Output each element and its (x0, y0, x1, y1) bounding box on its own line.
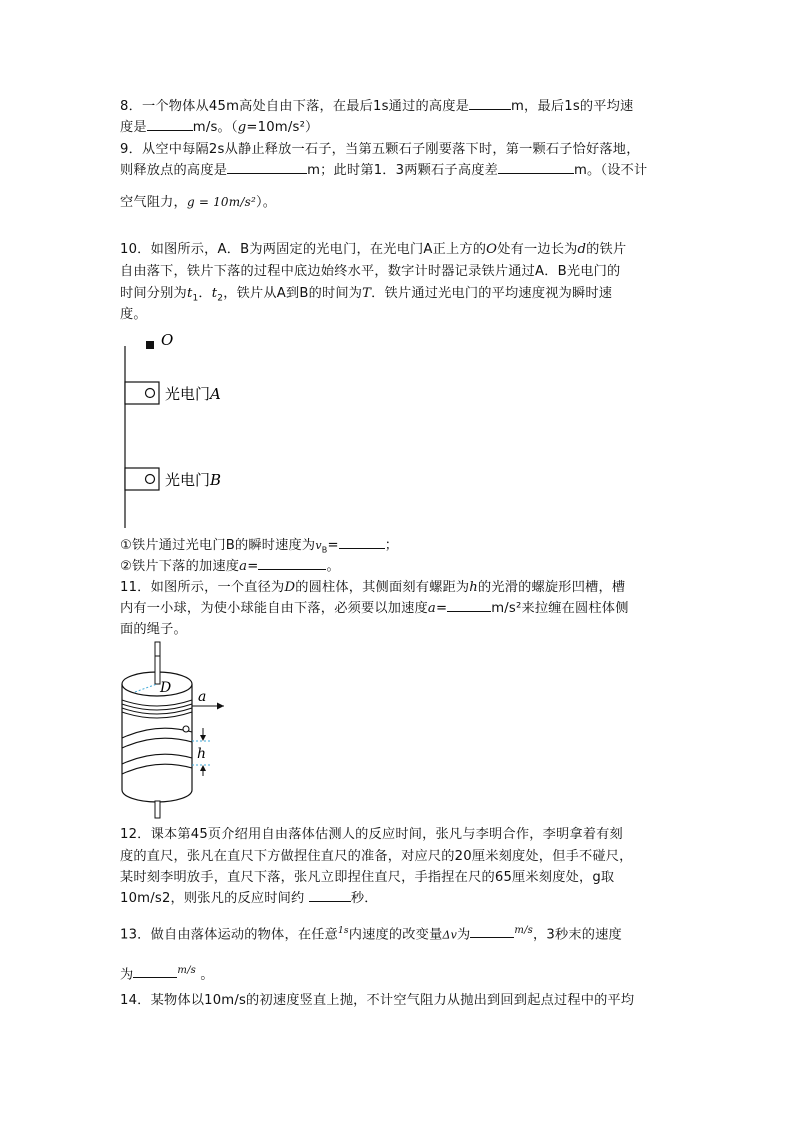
q13-text: 。 (200, 967, 214, 983)
q13-text: 为 (120, 967, 134, 983)
d-symbol: D (284, 580, 296, 595)
photogate-a-sensor (146, 389, 155, 398)
q10-text: 度。 (120, 307, 147, 322)
q14-text: 14．某物体以10m/s的初速度竖直上抛，不计空气阻力从抛出到回到起点过程中的平均 (120, 993, 635, 1008)
q11-text: 11．如图所示，一个直径为 (120, 580, 285, 595)
q11-text: = (435, 601, 448, 616)
label-gate-a (165, 385, 221, 403)
t2-symbol: t (211, 286, 218, 301)
answer-blank (258, 557, 326, 570)
delta-v-symbol: Δv (442, 928, 458, 942)
q12-text: 12．课本第45页介绍用自由落体估测人的反应时间，张凡与李明合作，李明拿着有刻 (120, 827, 623, 842)
q10-text: = (247, 559, 259, 574)
a-symbol: a (239, 559, 248, 574)
gate-label: 光电门 (165, 385, 211, 403)
q10-text: ，铁片从A到B的时间为 (223, 286, 363, 301)
q8-line2 (120, 117, 680, 138)
axle-bottom (155, 801, 160, 818)
q14-line1 (120, 990, 680, 1011)
h-symbol: h (469, 580, 478, 595)
t2-subscript: 2 (217, 293, 224, 304)
answer-blank (498, 161, 574, 174)
answer-blank (309, 889, 351, 902)
q12-text: 秒． (350, 891, 378, 906)
g-symbol: g (237, 120, 247, 135)
unit-ms: m/s (514, 925, 534, 936)
q10-text: = (327, 538, 339, 553)
q13-text: 13．做自由落体运动的物体，在任意 (120, 927, 338, 943)
answer-blank (470, 925, 514, 938)
answer-blank (469, 97, 511, 110)
q8-line1 (120, 96, 680, 117)
q8-text: m/s。（ (192, 120, 238, 135)
q12-text: 10m/s2，则张凡的反应时间约 (120, 891, 305, 906)
q13-text: 内速度的改变量 (348, 927, 443, 943)
q11-text: m/s²来拉缠在圆柱体侧 (491, 601, 629, 616)
q13-line2 (120, 960, 680, 985)
gate-label: 光电门 (165, 471, 211, 489)
q10-sub2 (120, 556, 680, 577)
answer-blank (227, 161, 307, 174)
q9-text: 9．从空中每隔2s从静止释放一石子，当第五颗石子刚要落下时，第一颗石子恰好落地， (120, 142, 640, 157)
label-h: h (197, 746, 207, 762)
d-symbol: d (577, 242, 587, 257)
answer-blank (447, 599, 491, 612)
t1-subscript: 1 (192, 293, 199, 304)
pull-arrowhead (217, 703, 224, 710)
q10-text: ．铁片通过光电门的平均速度视为瞬时速 (371, 286, 613, 301)
q10-text: 的铁片 (586, 242, 627, 257)
label-gate-b (165, 471, 221, 489)
q12-line4 (120, 888, 680, 909)
q11-line1 (120, 577, 680, 598)
g-formula: g = 10m/s² (186, 195, 256, 209)
q11-text: 的光滑的螺旋形凹槽，槽 (477, 580, 626, 595)
q8-text: m，最后1s的平均速 (511, 99, 634, 114)
label-a: a (198, 689, 207, 705)
gate-letter: B (210, 471, 222, 489)
q10-text: 处有一边长为 (497, 242, 578, 257)
cylinder-figure (112, 640, 242, 820)
q11-line3 (120, 619, 680, 640)
o-symbol: O (486, 242, 498, 257)
answer-blank (133, 965, 177, 978)
q12-line3 (120, 867, 680, 888)
pitch-arrowhead (200, 735, 206, 741)
q9-text: 空气阻力， (120, 195, 187, 210)
q9-text: 则释放点的高度是 (120, 163, 228, 178)
q10-text: 10．如图所示，A．B为两固定的光电门，在光电门A正上方的 (120, 242, 487, 257)
q13-text: 为 (457, 927, 471, 943)
q12-text: 度的直尺，张凡在直尺下方做捏住直尺的准备，对应尺的20厘米刻度处，但手不碰尺， (120, 849, 633, 864)
q8-text: =10m/s²） (246, 120, 319, 135)
label-d: D (160, 680, 172, 696)
pitch-arrowhead (200, 765, 206, 771)
q10-text: ①铁片通过光电门B的瞬时速度为 (120, 538, 316, 553)
q10-line2 (120, 261, 680, 282)
q10-text: ； (384, 538, 399, 553)
one-second-symbol: 1s (338, 926, 349, 936)
q9-line3 (120, 192, 680, 213)
ball (183, 726, 189, 732)
q12-text: 某时刻李明放手，直尺下落，张凡立即捏住直尺，手指捏在尺的65厘米刻度处，g取 (120, 870, 615, 885)
photogate-figure (115, 330, 255, 530)
q11-text: 内有一小球，为使小球能自由下落，必须要以加速度 (120, 601, 428, 616)
q10-text: 。 (326, 559, 340, 574)
cylinder-body (122, 684, 192, 802)
q10-line1 (120, 239, 680, 260)
photogate-b-sensor (146, 475, 155, 484)
q9-text: ）。 (255, 195, 277, 210)
t1-symbol: t (186, 286, 193, 301)
label-o: O (161, 331, 174, 349)
q12-line2 (120, 846, 680, 867)
q9-text: m。（设不计 (574, 163, 648, 178)
q10-line4 (120, 304, 680, 325)
v-subscript: B (321, 545, 328, 555)
t-symbol: T (362, 286, 372, 301)
q10-text: 自由落下，铁片下落的过程中底边始终水平，数字计时器记录铁片通过A．B光电门的 (120, 264, 621, 279)
q9-line2 (120, 160, 680, 181)
q8-text: 8．一个物体从45m高处自由下落，在最后1s通过的高度是 (120, 99, 470, 114)
q10-text: ． (198, 286, 212, 301)
q10-text: ②铁片下落的加速度 (120, 559, 240, 574)
answer-blank (339, 536, 385, 549)
v-symbol: v (315, 539, 322, 552)
q9-text: m；此时第1．3两颗石子高度差 (307, 163, 498, 178)
gate-letter: A (210, 385, 221, 403)
iron-plate (146, 341, 154, 349)
unit-ms: m/s (177, 965, 196, 976)
answer-blank (147, 118, 193, 131)
q11-text: 的圆柱体，其侧面刻有螺距为 (295, 580, 470, 595)
q9-line1 (120, 139, 680, 160)
q11-text: 面的绳子。 (120, 622, 187, 637)
q11-line2 (120, 598, 680, 619)
q13-line1 (120, 920, 680, 945)
q8-text: 度是 (120, 120, 147, 135)
q10-text: 时间分别为 (120, 286, 187, 301)
q13-text: ，3秒末的速度 (533, 927, 622, 943)
q12-line1 (120, 824, 680, 845)
a-symbol: a (427, 601, 436, 616)
